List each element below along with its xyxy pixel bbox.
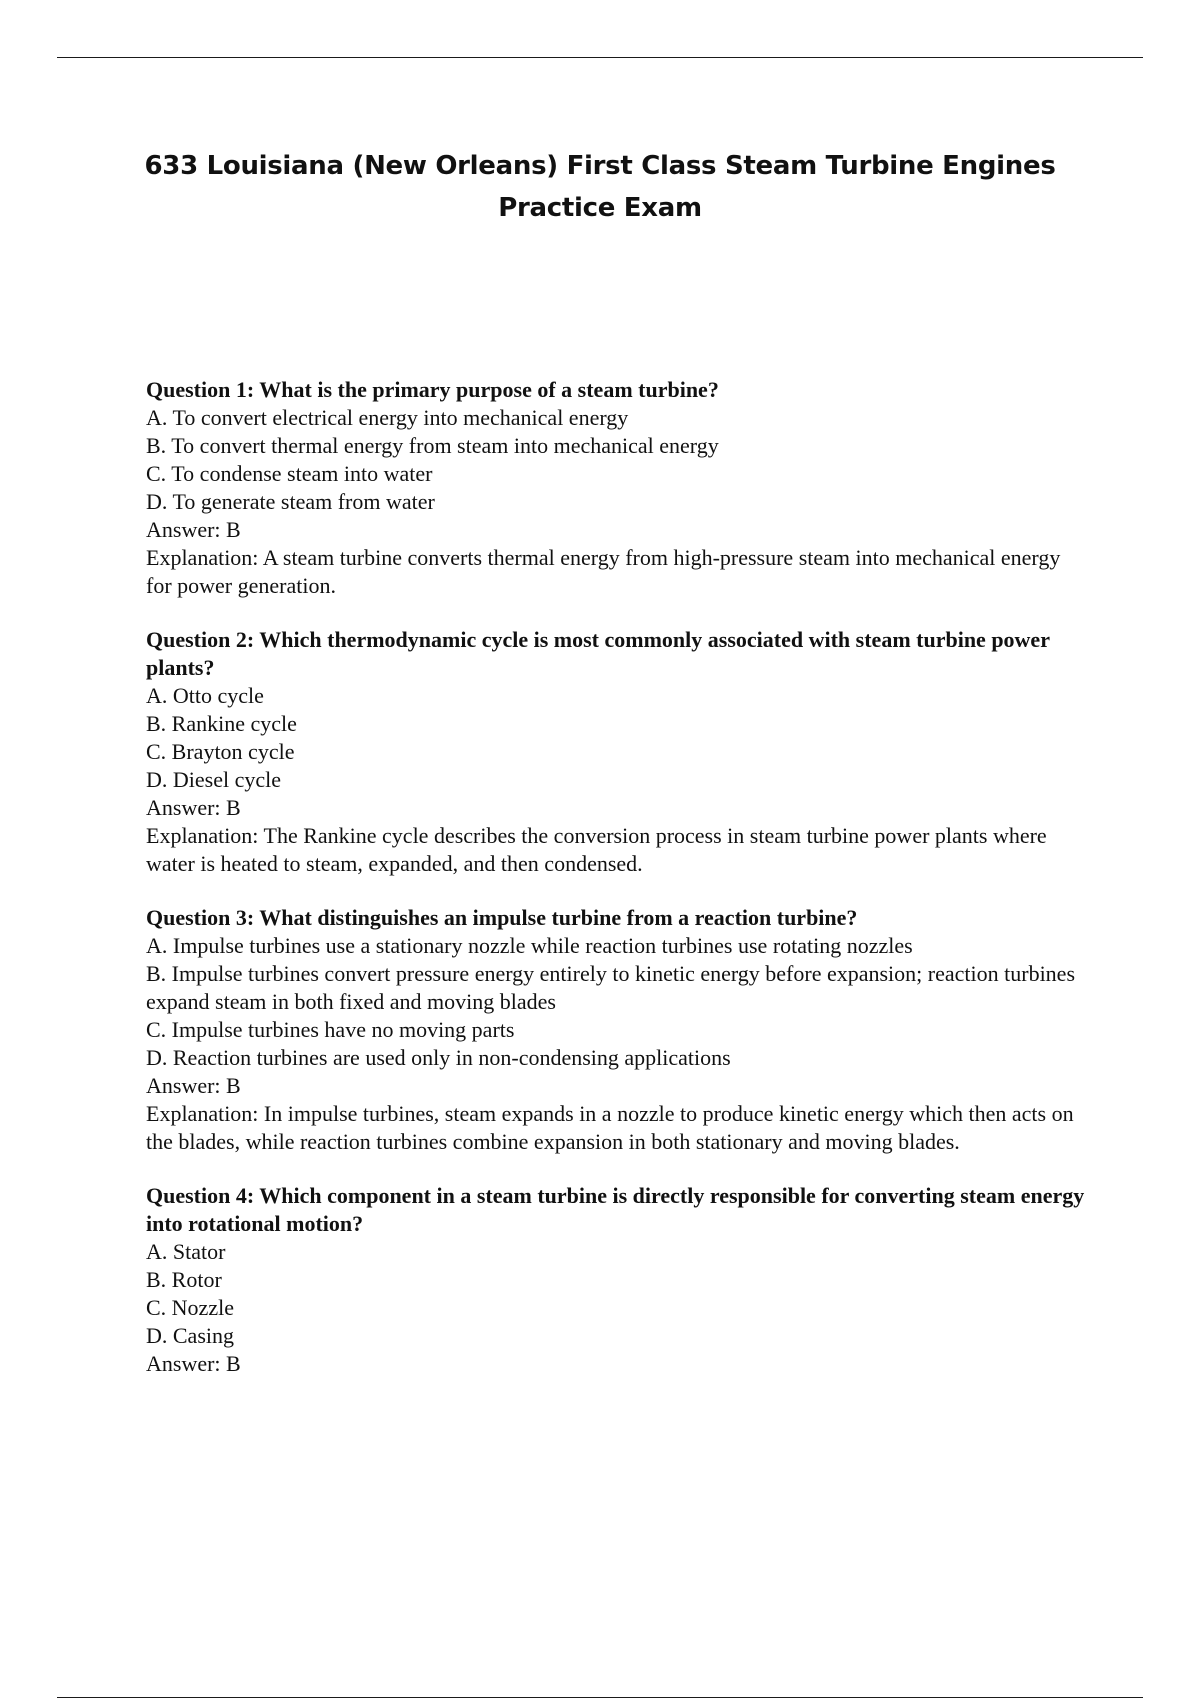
option-c: C. Nozzle — [146, 1295, 234, 1320]
option-a: A. Impulse turbines use a stationary nozzle while reaction turbines use rotating nozzles — [146, 933, 913, 958]
explanation: Explanation: In impulse turbines, steam expands in a nozzle to produce kinetic energy which then acts on the blades, while reaction turbines combine expansion in both stationary and moving blades. — [146, 1101, 1074, 1154]
answer: Answer: B — [146, 1351, 241, 1376]
question-4 — [146, 1182, 1091, 1378]
option-a: A. Otto cycle — [146, 683, 264, 708]
question-text: Question 3: What distinguishes an impulse turbine from a reaction turbine? — [146, 905, 858, 930]
top-rule — [57, 57, 1143, 58]
option-b: B. Rankine cycle — [146, 711, 297, 736]
option-c: C. To condense steam into water — [146, 461, 433, 486]
title-line-2: Practice Exam — [498, 193, 702, 223]
option-d: D. Casing — [146, 1323, 234, 1348]
option-b: B. To convert thermal energy from steam into mechanical energy — [146, 433, 719, 458]
question-list — [146, 376, 1091, 1404]
explanation: Explanation: The Rankine cycle describes the conversion process in steam turbine power plants where water is heated to steam, expanded, and then condensed. — [146, 823, 1047, 876]
explanation: Explanation: A steam turbine converts thermal energy from high-pressure steam into mechanical energy for power generation. — [146, 545, 1061, 598]
option-a: A. Stator — [146, 1239, 226, 1264]
answer: Answer: B — [146, 795, 241, 820]
question-text: Question 2: Which thermodynamic cycle is most commonly associated with steam turbine power plants? — [146, 627, 1050, 680]
option-d: D. To generate steam from water — [146, 489, 435, 514]
question-text: Question 1: What is the primary purpose of a steam turbine? — [146, 377, 719, 402]
page-title — [100, 145, 1100, 229]
answer: Answer: B — [146, 1073, 241, 1098]
bottom-rule — [57, 1697, 1143, 1698]
option-b: B. Rotor — [146, 1267, 222, 1292]
option-b: B. Impulse turbines convert pressure energy entirely to kinetic energy before expansion; reaction turbines expand steam in both fixed and moving blades — [146, 961, 1076, 1014]
question-text: Question 4: Which component in a steam turbine is directly responsible for converting steam energy into rotational motion? — [146, 1183, 1085, 1236]
option-c: C. Impulse turbines have no moving parts — [146, 1017, 515, 1042]
option-d: D. Reaction turbines are used only in non-condensing applications — [146, 1045, 731, 1070]
question-3 — [146, 904, 1091, 1156]
option-d: D. Diesel cycle — [146, 767, 281, 792]
question-1 — [146, 376, 1091, 600]
option-c: C. Brayton cycle — [146, 739, 295, 764]
answer: Answer: B — [146, 517, 241, 542]
option-a: A. To convert electrical energy into mechanical energy — [146, 405, 629, 430]
question-2 — [146, 626, 1091, 878]
title-line-1: 633 Louisiana (New Orleans) First Class Steam Turbine Engines — [144, 151, 1056, 181]
